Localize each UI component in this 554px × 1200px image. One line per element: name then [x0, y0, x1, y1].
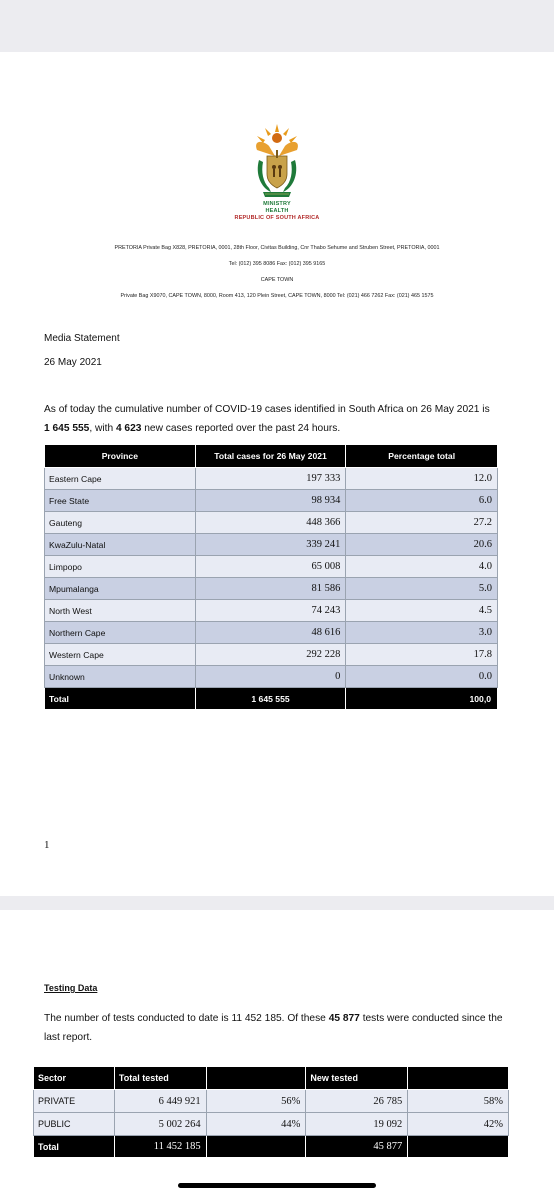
total-cases: 1 645 555: [195, 688, 346, 710]
province-pct: 6.0: [346, 490, 498, 512]
address-cape-town: Private Bag X9070, CAPE TOWN, 8000, Room 413, 120 Plein Street, CAPE TOWN, 8000 Tel: (021) 466 7262 Fax: (021) 465 1575: [120, 293, 434, 299]
province-name: Mpumalanga: [45, 578, 196, 600]
province-name: North West: [45, 600, 196, 622]
coat-of-arms-icon: [249, 122, 305, 202]
header-total-tested: Total tested: [114, 1067, 206, 1090]
province-pct: 4.5: [346, 600, 498, 622]
address-pretoria: PRETORIA Private Bag X828, PRETORIA, 0001, 28th Floor, Civitas Building, Cnr Thabo Sehume and Struben Street, PRETORIA, 0001: [114, 245, 440, 251]
testing-data-title: Testing Data: [44, 983, 98, 993]
cape-town-label: CAPE TOWN: [260, 277, 294, 283]
home-indicator[interactable]: [178, 1183, 376, 1188]
province-pct: 27.2: [346, 512, 498, 534]
intro-text-2: , with: [89, 423, 116, 434]
province-pct: 17.8: [346, 644, 498, 666]
province-name: KwaZulu-Natal: [45, 534, 196, 556]
province-name: Unknown: [45, 666, 196, 688]
table-row: [34, 1090, 509, 1113]
testing-new-bold: 45 877: [328, 1013, 360, 1024]
table-row: [45, 622, 498, 644]
testing-total-count: 11 452 185: [114, 1136, 206, 1158]
province-cases: 81 586: [195, 578, 346, 600]
intro-text-1: As of today the cumulative number of COVID-19 cases identified in South Africa on 26 May 2021 is: [44, 404, 490, 415]
testing-total-label: Total: [34, 1136, 115, 1158]
sector-total-pct: 44%: [206, 1113, 306, 1136]
province-cases: 448 366: [195, 512, 346, 534]
table-row: [45, 490, 498, 512]
testing-table-header: [34, 1067, 509, 1090]
header-new-tested: New tested: [306, 1067, 408, 1090]
statement-date: 26 May 2021: [44, 357, 102, 368]
province-name: Free State: [45, 490, 196, 512]
province-name: Northern Cape: [45, 622, 196, 644]
republic-label: REPUBLIC OF SOUTH AFRICA: [234, 215, 320, 221]
health-label: HEALTH: [265, 208, 289, 214]
testing-total-blank: [408, 1136, 509, 1158]
table-row: [34, 1113, 509, 1136]
province-pct: 4.0: [346, 556, 498, 578]
testing-total-new: 45 877: [306, 1136, 408, 1158]
province-pct: 5.0: [346, 578, 498, 600]
province-cases: 48 616: [195, 622, 346, 644]
total-cases-bold: 1 645 555: [44, 423, 90, 434]
testing-paragraph: [44, 1009, 504, 1047]
sector-total: 6 449 921: [114, 1090, 206, 1113]
total-row: [45, 688, 498, 710]
testing-total-row: [34, 1136, 509, 1158]
intro-text-3: new cases reported over the past 24 hours.: [141, 423, 341, 434]
header-blank: [206, 1067, 306, 1090]
table-row: [45, 512, 498, 534]
sector-name: PRIVATE: [34, 1090, 115, 1113]
sector-new-pct: 42%: [408, 1113, 509, 1136]
province-name: Eastern Cape: [45, 468, 196, 490]
header-sector: Sector: [34, 1067, 115, 1090]
province-pct: 0.0: [346, 666, 498, 688]
province-cases: 0: [195, 666, 346, 688]
province-pct: 3.0: [346, 622, 498, 644]
province-name: Limpopo: [45, 556, 196, 578]
testing-total-blank: [206, 1136, 306, 1158]
page-number: 1: [44, 839, 50, 851]
province-cases: 98 934: [195, 490, 346, 512]
table-row: [45, 578, 498, 600]
province-pct: 20.6: [346, 534, 498, 556]
ministry-heading: [0, 201, 554, 222]
header-province: Province: [45, 445, 196, 468]
province-name: Western Cape: [45, 644, 196, 666]
header-total-cases: Total cases for 26 May 2021: [195, 445, 346, 468]
table-row: [45, 534, 498, 556]
testing-text-1: The number of tests conducted to date is 11 452 185. Of these: [44, 1013, 329, 1024]
document-page-2: [0, 910, 554, 1200]
province-cases: 292 228: [195, 644, 346, 666]
province-cases: 197 333: [195, 468, 346, 490]
sector-new: 26 785: [306, 1090, 408, 1113]
province-cases: 65 008: [195, 556, 346, 578]
province-pct: 12.0: [346, 468, 498, 490]
province-cases-table: [44, 444, 498, 710]
total-label: Total: [45, 688, 196, 710]
table-row: [45, 644, 498, 666]
province-cases: 339 241: [195, 534, 346, 556]
sector-new: 19 092: [306, 1113, 408, 1136]
table-row: [45, 468, 498, 490]
statement-intro: [44, 400, 510, 438]
media-statement-label: Media Statement: [44, 333, 120, 344]
header-percentage: Percentage total: [346, 445, 498, 468]
sector-total-pct: 56%: [206, 1090, 306, 1113]
tel-pretoria: Tel: (012) 395 8086 Fax: (012) 395 9165: [228, 261, 326, 267]
table-row: [45, 600, 498, 622]
total-pct: 100,0: [346, 688, 498, 710]
testing-table: [33, 1066, 509, 1158]
table-row: [45, 666, 498, 688]
coat-of-arms: [0, 122, 554, 202]
province-cases: 74 243: [195, 600, 346, 622]
new-cases-bold: 4 623: [115, 423, 142, 434]
sector-total: 5 002 264: [114, 1113, 206, 1136]
header-blank: [408, 1067, 509, 1090]
province-table-header: [45, 445, 498, 468]
sector-name: PUBLIC: [34, 1113, 115, 1136]
province-name: Gauteng: [45, 512, 196, 534]
ministry-label: MINISTRY: [263, 201, 291, 207]
sector-new-pct: 58%: [408, 1090, 509, 1113]
document-page-1: [0, 52, 554, 896]
testing-text-2: tests were conducted since the last report.: [44, 1013, 503, 1043]
table-row: [45, 556, 498, 578]
